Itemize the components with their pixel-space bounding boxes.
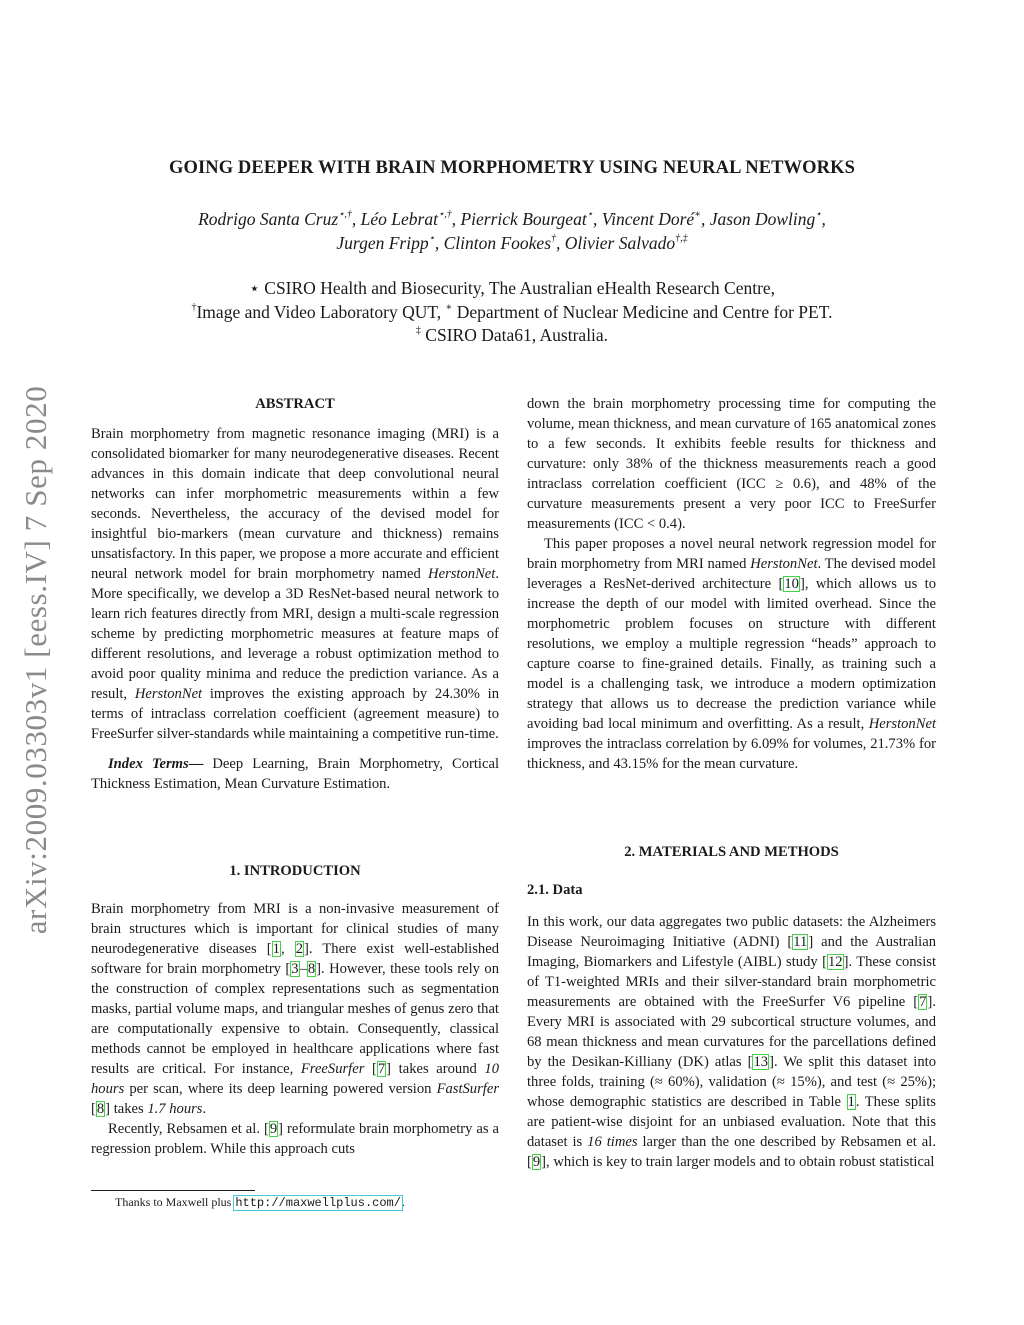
index-terms-label: Index Terms [108, 756, 189, 772]
author-name: Vincent Doré [601, 209, 695, 229]
text: FreeSurfer [300, 1061, 365, 1077]
separator: , [556, 233, 565, 253]
text: ]. There exist well-established software for brain morphometry [ [91, 941, 499, 977]
index-terms [91, 754, 499, 794]
model-name: HerstonNet [750, 556, 818, 572]
text: . We split this dataset into three folds, training (≈ 60%), validation (≈ 15%), and test (≈ 25%); whose demographic statistics are described in Table [527, 1054, 936, 1110]
paper-title: GOING DEEPER WITH BRAIN MORPHOMETRY USING NEURAL NETWORKS [168, 158, 856, 178]
author-name: Jason Dowling [709, 209, 816, 229]
text: 1.7 hours [147, 1101, 203, 1117]
author-name: Clinton Fookes [443, 233, 552, 253]
text: larger than the one described by Rebsamen et al. [637, 1134, 936, 1150]
index-terms-text: Deep Learning, Brain Morphometry, Cortical Thickness Estimation, Mean Curvature Estimation. [91, 756, 499, 792]
citation-link[interactable]: 2 [295, 941, 304, 957]
affiliation-1 [112, 277, 912, 301]
text: . Every MRI is associated with 29 subcortical structure volumes, and 68 mean thickness and mean curvatures for the parcellations defined by the Desikan-Killiany (DK) atlas [527, 994, 936, 1070]
citation-link[interactable]: 3 [291, 961, 299, 977]
citation-link[interactable]: 7 [377, 1061, 386, 1077]
arxiv-identifier: arXiv:2009.03303v1 [eess.IV] 7 Sep 2020 [18, 385, 53, 935]
text: – [299, 961, 307, 977]
affiliation-mark: ∗ [445, 301, 453, 313]
text: reformulate brain morphometry as a regression problem. While this approach cuts [91, 1121, 499, 1157]
separator: , [701, 209, 710, 229]
citation-link[interactable]: 8 [96, 1101, 105, 1117]
author-list [112, 207, 912, 255]
text: . These splits are patient-wise disjoint for an unbiased evaluation. Note that this dataset is [527, 1094, 936, 1150]
citation-link[interactable]: 11 [793, 934, 808, 950]
model-name: HerstonNet [868, 716, 936, 732]
abstract-body [91, 424, 499, 744]
citation-link[interactable]: 13 [753, 1054, 769, 1070]
intro-paragraph-3: This paper proposes a novel neural network regression model for brain morphometry from MRI named HerstonNet. The devised model leverages a ResNet-derived architecture [10], which allows us to increase the depth of our model with limited overhead. Since the morphometric problem focuses on structure with different resolutions, we employ a multiple regression “heads” approach to capture coarse to fine-grained details. Finally, as training such a model is a challenging task, we introduce a modern optimization strategy that allows us to decrease the prediction variance while avoiding bad local minimum and overfitting. As a result, HerstonNet improves the intraclass correlation by 6.09% for volumes, 21.73% for thickness, and 43.15% for the mean curvature. [527, 536, 936, 772]
citation-link[interactable]: 9 [532, 1154, 541, 1170]
separator: , [351, 209, 361, 229]
subsection-2-1-heading: 2.1. Data [527, 882, 583, 898]
affiliation-mark: ‡ [415, 325, 421, 337]
text: , which is key to train larger models and to obtain robust statistical [546, 1154, 935, 1170]
author-name: Olivier Salvado [564, 233, 676, 253]
footnote-url-link[interactable]: http://maxwellplus.com/ [235, 1196, 401, 1210]
separator: , [592, 209, 602, 229]
table-reference-link[interactable]: 1 [847, 1094, 855, 1110]
text: improves the intraclass correlation by 6.09% for volumes, 21.73% for thickness, and 43.15% for the mean curvature. [527, 736, 936, 772]
author-name: Pierrick Bourgeat [460, 209, 587, 229]
affiliation-3 [112, 324, 912, 348]
citation-link[interactable]: 7 [919, 994, 927, 1010]
affiliation-mark: ⋆ [248, 278, 260, 298]
text: . More specifically, we develop a 3D ResNet-based neural network to learn rich features directly from MRI, design a multi-scale regression scheme by predicting morphometric measures at feature maps of different resolutions, and leverage a robust optimization method to avoid poor quality minima and reduce the prediction variance. As a result, [91, 566, 499, 702]
author-mark: ⋆,† [437, 209, 452, 221]
citation-link[interactable]: 8 [307, 961, 316, 977]
model-name: HerstonNet [134, 686, 203, 702]
text: . [401, 1195, 405, 1209]
section-2-heading: 2. MATERIALS AND METHODS [624, 844, 839, 860]
right-column [527, 394, 936, 774]
text: 10 hours [91, 1061, 499, 1097]
text: . [202, 1101, 207, 1117]
footnote-rule [91, 1190, 255, 1191]
model-name: HerstonNet [428, 566, 496, 582]
text: . These consist of T1-weighted MRIs and their silver-standard brain morphometric measurements are obtained with the FreeSurfer V6 pipeline [527, 954, 936, 1010]
affiliation-text: Department of Nuclear Medicine and Centre for PET. [452, 301, 833, 322]
abstract-section [91, 394, 499, 794]
text: per scan, where its deep learning powered version [124, 1081, 437, 1097]
text: Brain morphometry from magnetic resonance imaging (MRI) is a consolidated biomarker for many neurodegenerative diseases. Recent advances in this domain indicate that deep convolutional neural networks can infer morphometric measurements within a few seconds. Nevertheless, the accuracy of the devised model for insightful bio-markers (mean curvature and thickness) remains unsatisfactory. In this paper, we propose a more accurate and efficient neural network model for brain morphometry named [91, 426, 499, 582]
text: and the Australian Imaging, Biomarkers and Lifestyle (AIBL) study [527, 934, 936, 970]
author-name: Rodrigo Santa Cruz [198, 209, 339, 229]
abstract-heading: ABSTRACT [255, 396, 335, 412]
author-mark: ⋆,† [338, 209, 352, 221]
author-mark: ∗ [694, 209, 701, 221]
affiliation-text: Image and Video Laboratory QUT, [196, 301, 446, 322]
text: This paper proposes a novel neural network regression model for brain morphometry from MRI named [527, 536, 936, 572]
introduction-section [91, 861, 499, 1159]
author-mark: ⋆ [428, 233, 435, 245]
text: ]. However, these tools rely on the construction of complex representations such as segmentation masks, partial volume maps, and triangular meshes of genus zero that are computationally expensive to obtain. Consequently, classical methods cannot be employed in healthcare applications where fast results are critical. For instance, [91, 961, 500, 1077]
affiliation-2 [112, 301, 912, 325]
materials-methods-section [527, 842, 936, 1172]
intro-paragraph-2-continued: down the brain morphometry processing time for computing the volume, mean thickness, and mean curvature of 165 anatomical zones to a few seconds. It exhibits feeble results for thickness and curvature: only 38% of the thickness measurements reach a good intraclass correlation coefficient (ICC ≥ 0.6), and 48% of the curvature measurements present a very poor ICC to FreeSurfer measurements (ICC < 0.4). [527, 396, 936, 532]
text: 16 times [587, 1134, 638, 1150]
text: . The devised model leverages a ResNet-derived architecture [527, 556, 936, 592]
author-mark: ⋆ [815, 209, 822, 221]
intro-paragraph-2: Recently, Rebsamen et al. [9] reformulate brain morphometry as a regression problem. While this approach cuts [91, 1121, 499, 1157]
text: takes [110, 1101, 148, 1117]
author-mark: † [551, 233, 557, 245]
footnote-text: Thanks to Maxwell plus [115, 1195, 235, 1209]
introduction-heading: 1. INTRODUCTION [229, 863, 361, 879]
dash: — [188, 756, 204, 772]
affiliation-text: CSIRO Data61, Australia. [420, 325, 609, 345]
affiliation-text: CSIRO Health and Biosecurity, The Australian eHealth Research Centre, [259, 278, 776, 298]
citation-link[interactable]: 1 [272, 941, 280, 957]
author-name: Jurgen Fripp [336, 233, 429, 253]
text: improves the existing approach by 24.30% in terms of intraclass correlation coefficient (agreement measure) to FreeSurfer silver-standards while maintaining a competitive run-time. [91, 686, 499, 742]
affiliations [112, 277, 912, 348]
author-mark: †,‡ [675, 233, 688, 245]
citation-link[interactable]: 9 [269, 1121, 278, 1137]
text: takes around [391, 1061, 485, 1077]
author-line-1 [112, 207, 912, 231]
author-mark: ⋆ [586, 209, 593, 221]
author-line-2 [112, 231, 912, 255]
intro-paragraph-1: Brain morphometry from MRI is a non-invasive measurement of brain structures which is important for clinical studies of many neurodegenerative diseases [1, 2]. There exist well-established software for brain morphometry [3–8]. However, these tools rely on the construction of complex representations such as segmentation masks, partial volume maps, and triangular meshes of genus zero that are computationally expensive to obtain. Consequently, classical methods cannot be employed in healthcare applications where fast results are critical. For instance, FreeSurfer [7] takes around 10 hours per scan, where its deep learning powered version FastSurfer [8] takes 1.7 hours. [91, 901, 500, 1117]
text: , which allows us to increase the depth of our model with limited overhead. Since the morphometric problem focuses on structure with different resolutions, we employ a multiple regression “heads” approach to capture coarse to fine-grained details. Finally, as training such a model is a challenging task, we introduce a modern optimization strategy that allows us to decrease the prediction variance while avoiding bad local minimum and overfitting. As a result, [527, 576, 936, 732]
arxiv-sidebar [2, 360, 70, 960]
author-name: Léo Lebrat [360, 209, 438, 229]
text: Recently, Rebsamen et al. [108, 1121, 264, 1137]
text: Brain morphometry from MRI is a non-invasive measurement of brain structures which is important for clinical studies of many neurodegenerative diseases [91, 901, 499, 957]
footnote [115, 1195, 405, 1210]
data-paragraph: In this work, our data aggregates two public datasets: the Alzheimers Disease Neuroimaging Initiative (ADNI) [11] and the Australian Imaging, Biomarkers and Lifestyle (AIBL) study [12]. These consist of T1-weighted MRIs and their silver-standard brain morphometric measurements are obtained with the FreeSurfer V6 pipeline [7]. Every MRI is associated with 29 subcortical structure volumes, and 68 mean thickness and mean curvatures for the parcellations defined by the Desikan-Killiany (DK) atlas [13]. We split this dataset into three folds, training (≈ 60%), validation (≈ 15%), and test (≈ 25%); whose demographic statistics are described in Table 1. These splits are patient-wise disjoint for an unbiased evaluation. Note that this dataset is 16 times larger than the one described by Rebsamen et al. [9], which is key to train larger models and to obtain robust statistical [527, 914, 936, 1170]
text: In this work, our data aggregates two public datasets: the Alzheimers Disease Neuroimaging Initiative (ADNI) [527, 914, 936, 950]
separator: , [434, 233, 444, 253]
citation-link[interactable]: 12 [827, 954, 843, 970]
citation-link[interactable]: 10 [784, 576, 799, 592]
text: , [280, 941, 295, 957]
affiliation-mark: † [191, 301, 197, 313]
separator: , [821, 209, 826, 229]
separator: , [451, 209, 461, 229]
text: FastSurfer [436, 1081, 499, 1097]
